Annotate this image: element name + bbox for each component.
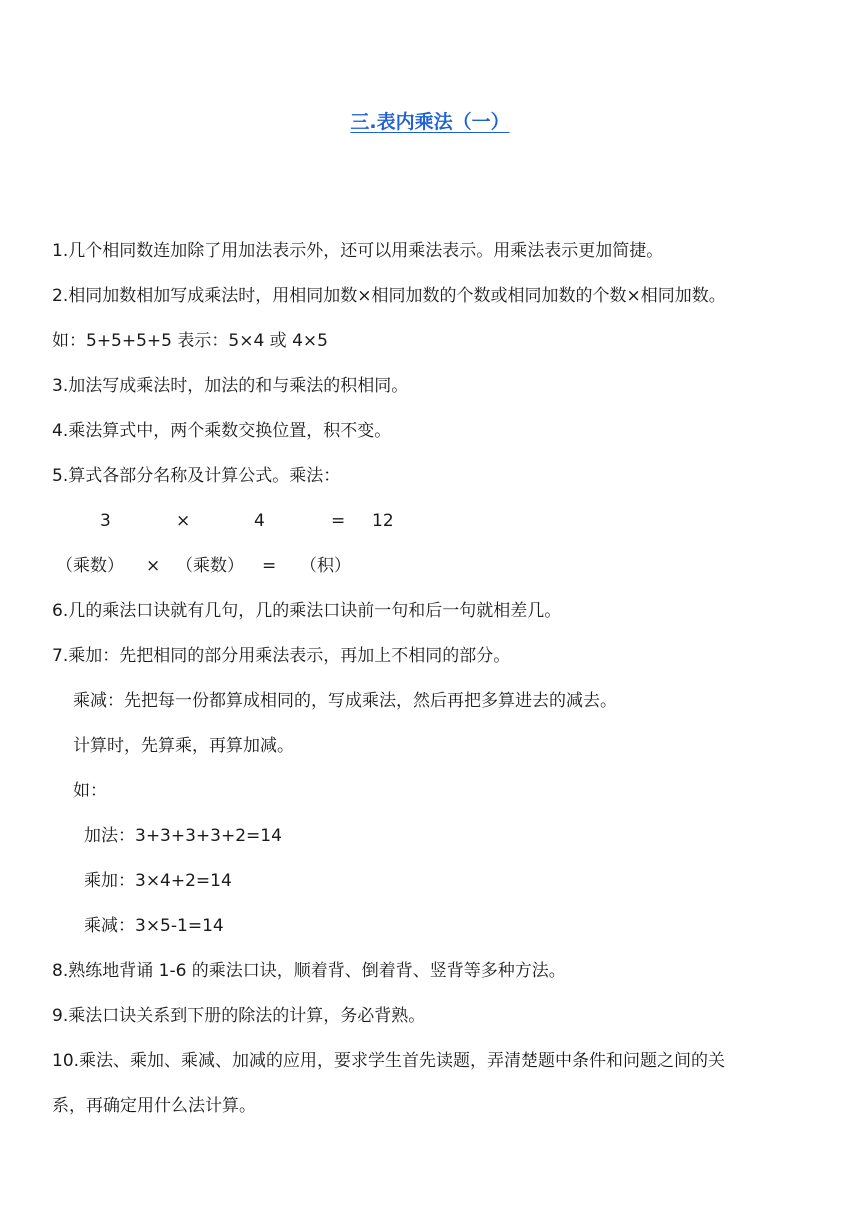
item-9: 9.乘法口诀关系到下册的除法的计算，务必背熟。 <box>52 1006 426 1026</box>
formula-name-factor-2: （乘数） <box>176 556 244 576</box>
item-10-continued: 系，再确定用什么法计算。 <box>52 1096 256 1116</box>
example-multiply-add: 乘加：3×4+2=14 <box>84 871 232 891</box>
example-addition: 加法：3+3+3+3+2=14 <box>84 826 282 846</box>
formula-product: 12 <box>372 511 394 531</box>
item-2: 2.相同加数相加写成乘法时，用相同加数×相同加数的个数或相同加数的个数×相同加数。 <box>52 286 726 306</box>
item-5: 5.算式各部分名称及计算公式。乘法： <box>52 466 341 486</box>
item-8: 8.熟练地背诵 1-6 的乘法口诀，顺着背、倒着背、竖背等多种方法。 <box>52 961 566 981</box>
item-3: 3.加法写成乘法时，加法的和与乘法的积相同。 <box>52 376 409 396</box>
page-title <box>0 108 860 136</box>
item-10: 10.乘法、乘加、乘减、加减的应用，要求学生首先读题，弄清楚题中条件和问题之间的关 <box>52 1051 726 1071</box>
item-2-example: 如：5+5+5+5 表示：5×4 或 4×5 <box>52 331 328 351</box>
item-7-example-label: 如： <box>73 781 107 801</box>
item-7-subtract: 乘减：先把每一份都算成相同的，写成乘法，然后再把多算进去的减去。 <box>73 691 617 711</box>
formula-name-times: × <box>146 556 161 576</box>
item-6: 6.几的乘法口诀就有几句，几的乘法口诀前一句和后一句就相差几。 <box>52 601 562 621</box>
formula-factor-1: 3 <box>100 511 111 531</box>
formula-name-equals: = <box>262 556 277 576</box>
formula-name-product: （积） <box>300 556 351 576</box>
item-4: 4.乘法算式中，两个乘数交换位置，积不变。 <box>52 421 392 441</box>
title-link[interactable]: 三.表内乘法（一） <box>350 111 510 133</box>
item-7-order: 计算时，先算乘，再算加减。 <box>73 736 294 756</box>
formula-factor-2: 4 <box>254 511 265 531</box>
item-7: 7.乘加：先把相同的部分用乘法表示，再加上不相同的部分。 <box>52 646 511 666</box>
example-multiply-subtract: 乘减：3×5-1=14 <box>84 916 224 936</box>
formula-name-factor-1: （乘数） <box>56 556 124 576</box>
formula-equals: = <box>331 511 346 531</box>
item-1: 1.几个相同数连加除了用加法表示外，还可以用乘法表示。用乘法表示更加简捷。 <box>52 241 664 261</box>
formula-times: × <box>176 511 191 531</box>
